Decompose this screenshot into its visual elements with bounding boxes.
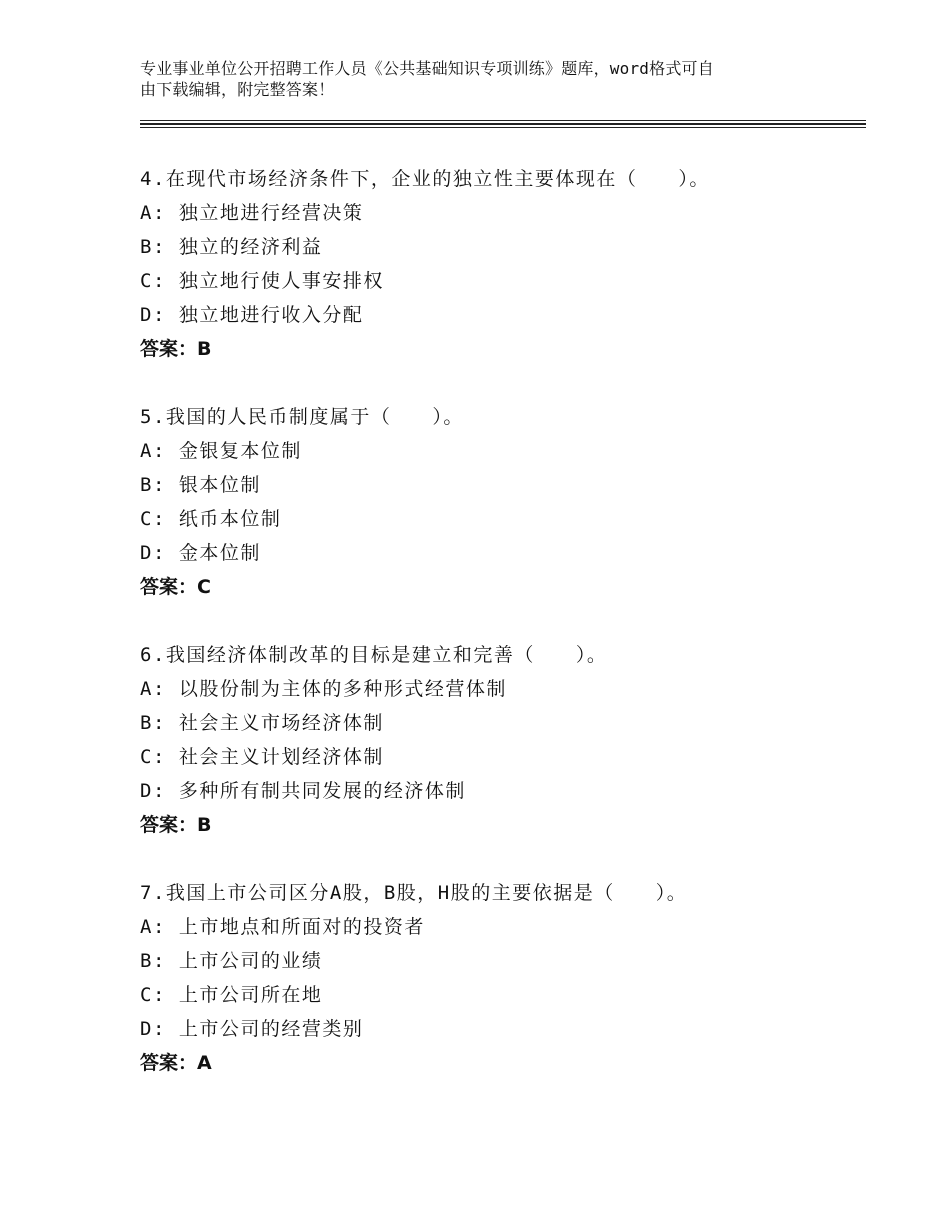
answer-label: 答案：B xyxy=(140,338,212,360)
header-rule-top xyxy=(140,120,866,121)
question-list xyxy=(140,162,860,1114)
option-d: D: 独立地进行收入分配 xyxy=(140,304,364,326)
question-4 xyxy=(140,162,860,366)
option-c: C: 纸币本位制 xyxy=(140,508,282,530)
header-line-2: 由下载编辑，附完整答案！ xyxy=(140,80,335,99)
question-stem: 5.我国的人民币制度属于（ ）。 xyxy=(140,406,464,428)
question-5 xyxy=(140,400,860,604)
question-6 xyxy=(140,638,860,842)
option-a: A: 以股份制为主体的多种形式经营体制 xyxy=(140,678,507,700)
option-c: C: 上市公司所在地 xyxy=(140,984,323,1006)
answer-label: 答案：C xyxy=(140,576,211,598)
option-d: D: 金本位制 xyxy=(140,542,261,564)
option-c: C: 社会主义计划经济体制 xyxy=(140,746,384,768)
question-stem: 4.在现代市场经济条件下，企业的独立性主要体现在（ ）。 xyxy=(140,168,710,190)
header-rule-bottom xyxy=(140,127,866,128)
option-b: B: 独立的经济利益 xyxy=(140,236,323,258)
answer-label: 答案：B xyxy=(140,814,212,836)
option-b: B: 社会主义市场经济体制 xyxy=(140,712,384,734)
document-header xyxy=(140,58,840,100)
option-c: C: 独立地行使人事安排权 xyxy=(140,270,384,292)
option-a: A: 独立地进行经营决策 xyxy=(140,202,364,224)
answer-label: 答案：A xyxy=(140,1052,212,1074)
header-line-1: 专业事业单位公开招聘工作人员《公共基础知识专项训练》题库，word格式可自 xyxy=(140,59,714,78)
option-d: D: 多种所有制共同发展的经济体制 xyxy=(140,780,466,802)
question-stem: 6.我国经济体制改革的目标是建立和完善（ ）。 xyxy=(140,644,608,666)
option-b: B: 上市公司的业绩 xyxy=(140,950,323,972)
question-7 xyxy=(140,876,860,1080)
option-d: D: 上市公司的经营类别 xyxy=(140,1018,364,1040)
option-a: A: 上市地点和所面对的投资者 xyxy=(140,916,425,938)
question-stem: 7.我国上市公司区分A股，B股，H股的主要依据是（ ）。 xyxy=(140,882,688,904)
option-b: B: 银本位制 xyxy=(140,474,261,496)
option-a: A: 金银复本位制 xyxy=(140,440,302,462)
header-rule-middle xyxy=(140,123,866,125)
